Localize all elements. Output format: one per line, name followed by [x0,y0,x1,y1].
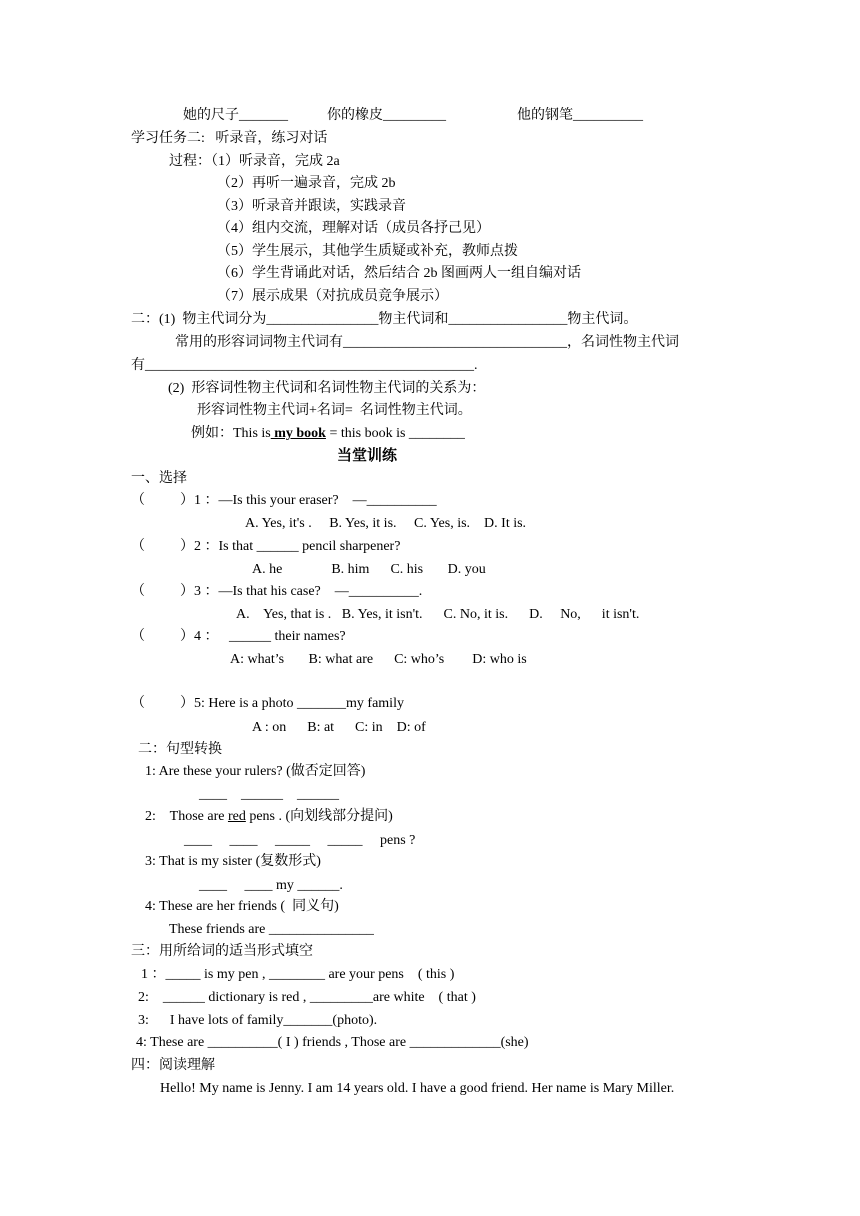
process-step-7: （7）展示成果（对抗成员竞争展示） [217,289,448,304]
transform-s2 [145,808,393,826]
fill-f1: 1 ：_____ is my pen , ________ are your pens ( this ) [141,967,455,982]
process-step-6: （6）学生背诵此对话，然后结合 2b 图画两人一组自编对话 [217,266,581,281]
fill-f2: 2: ______ dictionary is red , _________are white ( that ) [138,990,476,1005]
process-step-2: （2）再听一遍录音，完成 2b [217,176,396,191]
choice-q5-options: A : on B: at C: in D: of [252,720,426,735]
fill-heading: 三：用所给词的适当形式填空 [131,944,313,959]
grammar-example [191,425,465,443]
reading-paragraph: Hello! My name is Jenny. I am 14 years old. I have a good friend. Her name is Mary Miller. [160,1081,675,1096]
transform-heading: 二：句型转换 [138,742,222,757]
choice-q3: （ ）3 ：—Is that his case? —__________. [131,584,423,599]
transform-s3-blank: ____ ____ my ______. [199,878,343,893]
grammar-line-2: 常用的形容词词物主代词有________________________________，名词性物主代词 [175,335,679,350]
grammar-line-3: 有_______________________________________________. [131,358,478,373]
choice-q1: （ ）1 ：—Is this your eraser? —__________ [131,493,437,508]
choice-q3-options: A. Yes, that is . B. Yes, it isn't. C. No, it is. D. No, it isn't. [236,607,640,622]
example-prefix: 例如：This is [191,426,271,441]
process-label: 过程：（1）听录音，完成 2a [169,154,340,169]
task2-heading: 学习任务二: 听录音，练习对话 [131,131,328,146]
blank-his-pen: 他的钢笔__________ [517,108,643,123]
transform-s3: 3: That is my sister (复数形式) [145,854,321,869]
example-suffix: = this book is ________ [325,426,465,441]
grammar-line-1: 二：(1) 物主代词分为________________物主代词和_________________物主代词。 [131,312,638,327]
process-step-5: （5）学生展示，其他学生质疑或补充，教师点拨 [217,244,518,259]
fill-f4: 4: These are __________( I ) friends , Those are _____________(she) [136,1035,529,1050]
choice-q2: （ ）2 ：Is that ______ pencil sharpener? [131,539,401,554]
grammar-line-5: 形容词性物主代词+名词= 名词性物主代词。 [197,403,472,418]
transform-s2-blank: ____ ____ _____ _____ pens ? [184,833,416,848]
process-step-4: （4）组内交流，理解对话（成员各抒己见） [217,221,490,236]
s2-suffix: pens . (向划线部分提问) [245,809,393,824]
choice-q4-options: A: what’s B: what are C: who’s D: who is [230,652,527,667]
choice-q5: （ ）5: Here is a photo _______my family [131,696,404,711]
transform-s4: 4: These are her friends ( 同义句) [145,899,339,914]
example-underlined: my book [270,426,326,441]
s2-underlined-word: red [227,809,246,824]
transform-s1: 1: Are these your rulers? (做否定回答) [145,764,366,779]
choice-q1-options: A. Yes, it's . B. Yes, it is. C. Yes, is. D. It is. [245,516,527,531]
choice-q4: （ ）4 ： ______ their names? [131,629,346,644]
reading-heading: 四：阅读理解 [131,1058,215,1073]
process-step-3: （3）听录音并跟读，实践录音 [217,199,406,214]
transform-s1-blank: ____ ______ ______ [199,787,339,802]
s2-prefix: 2: Those are [145,809,228,824]
choice-heading: 一、选择 [131,471,187,486]
practice-title: 当堂训练 [337,446,398,464]
blank-her-ruler: 她的尺子_______ [183,108,288,123]
grammar-line-4: (2) 形容词性物主代词和名词性物主代词的关系为： [168,381,486,396]
transform-s4-blank: These friends are _______________ [169,922,374,937]
fill-f3: 3: I have lots of family_______(photo). [138,1013,378,1028]
choice-q2-options: A. he B. him C. his D. you [252,562,486,577]
blank-your-eraser: 你的橡皮_________ [327,108,446,123]
